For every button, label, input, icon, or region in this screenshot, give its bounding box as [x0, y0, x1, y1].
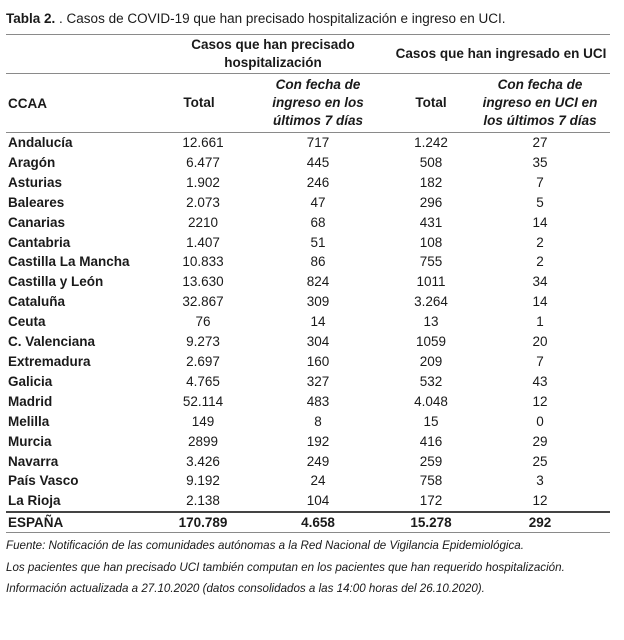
table-row	[6, 153, 610, 173]
cell-hosp-total: 149	[191, 413, 215, 429]
cell-hosp-total: 9.273	[186, 334, 220, 350]
header-uci-7d: Con fecha de ingreso en UCI en los últimos 7 días	[470, 74, 610, 133]
cell-hosp-7d: 717	[306, 135, 330, 150]
cell-uci-total: 1011	[416, 274, 446, 290]
cell-ccaa: Castilla y León	[8, 274, 104, 290]
cell-ccaa: Canarias	[8, 214, 66, 230]
cell-hosp-7d: 483	[306, 393, 330, 409]
footnote-uci-note: Los pacientes que han precisado UCI también computan en los pacientes que han requerido hospitalización.	[6, 560, 565, 574]
cell-hosp-7d: 104	[306, 493, 330, 509]
table-row	[6, 193, 610, 213]
cell-uci-total: 108	[419, 234, 443, 250]
cell-hosp-total: 76	[195, 314, 211, 330]
cell-hosp-total: 3.426	[186, 453, 220, 469]
cell-hosp-total: 13.630	[182, 274, 224, 290]
cell-hosp-total: 6.477	[186, 154, 220, 170]
total-uci-total: 15.278	[392, 512, 470, 533]
cell-uci-total: 182	[419, 174, 443, 190]
cell-hosp-7d: 824	[306, 274, 330, 290]
cell-hosp-total: 2.138	[186, 493, 220, 509]
cell-hosp-7d: 327	[306, 373, 330, 389]
cell-hosp-total: 1.902	[186, 174, 220, 190]
cell-hosp-total: 2899	[187, 433, 219, 449]
header-group-hospitalization: Casos que han precisado hospitalización	[154, 35, 392, 74]
table-row	[6, 213, 610, 233]
cell-hosp-total: 1.407	[186, 234, 220, 250]
cell-ccaa: Asturias	[8, 174, 63, 190]
cell-ccaa: Melilla	[8, 413, 50, 429]
cell-uci-7d: 27	[532, 135, 548, 150]
cell-hosp-7d: 160	[306, 353, 330, 369]
header-uci-total: Total	[392, 74, 470, 133]
cell-ccaa: Navarra	[8, 453, 59, 469]
header-group-uci: Casos que han ingresado en UCI	[392, 35, 610, 74]
cell-ccaa: Cantabria	[8, 234, 71, 250]
cell-uci-total: 13	[423, 314, 439, 330]
cell-uci-7d: 12	[532, 493, 548, 509]
table-row	[6, 133, 610, 153]
cell-uci-7d: 12	[532, 393, 548, 409]
cell-hosp-7d: 249	[306, 453, 330, 469]
cell-uci-total: 758	[419, 473, 443, 489]
table-row	[6, 332, 610, 352]
cell-hosp-total: 52.114	[182, 393, 224, 409]
cell-uci-7d: 25	[532, 453, 548, 469]
total-uci-7d: 292	[470, 512, 610, 533]
cell-hosp-total: 4.765	[186, 373, 220, 389]
cell-uci-7d: 14	[532, 294, 548, 310]
table-row	[6, 252, 610, 272]
cell-hosp-7d: 68	[310, 214, 326, 230]
total-hosp-total: 170.789	[154, 512, 244, 533]
cell-hosp-total: 12.661	[182, 135, 224, 150]
cell-uci-7d: 7	[536, 353, 544, 369]
cell-uci-7d: 5	[536, 194, 544, 210]
cell-uci-7d: 29	[532, 433, 548, 449]
cell-uci-total: 209	[419, 353, 443, 369]
table-row	[6, 372, 610, 392]
cell-uci-7d: 20	[532, 334, 548, 350]
header-spacer-ccaa	[6, 35, 154, 74]
cell-hosp-7d: 309	[306, 294, 330, 310]
table-row	[6, 272, 610, 292]
cell-hosp-7d: 14	[310, 314, 326, 330]
header-hosp-7d: Con fecha de ingreso en los últimos 7 días	[244, 74, 392, 133]
table-row	[6, 471, 610, 491]
table-row	[6, 412, 610, 432]
table-row	[6, 233, 610, 253]
cell-uci-total: 416	[419, 433, 443, 449]
cell-ccaa: Cataluña	[8, 294, 66, 310]
cell-hosp-total: 2210	[187, 214, 219, 230]
footnotes	[6, 535, 565, 600]
header-hosp-total: Total	[154, 74, 244, 133]
table-row	[6, 173, 610, 193]
cell-hosp-total: 32.867	[182, 294, 224, 310]
cell-hosp-7d: 246	[306, 174, 330, 190]
cell-uci-total: 508	[419, 154, 443, 170]
cell-uci-total: 259	[419, 453, 443, 469]
table-row	[6, 452, 610, 472]
cell-ccaa: Extremadura	[8, 353, 91, 369]
cell-hosp-7d: 86	[310, 254, 326, 270]
cell-uci-7d: 2	[536, 234, 544, 250]
cell-ccaa: Ceuta	[8, 314, 46, 330]
cell-uci-7d: 43	[532, 373, 548, 389]
cell-uci-total: 4.048	[414, 393, 448, 409]
cell-uci-7d: 7	[536, 174, 544, 190]
cell-uci-total: 296	[419, 194, 443, 210]
cell-uci-total: 15	[423, 413, 439, 429]
footnote-update: Información actualizada a 27.10.2020 (datos consolidados a las 14:00 horas del 26.10.2020).	[6, 582, 485, 595]
cell-uci-total: 1.242	[414, 135, 448, 150]
cell-hosp-7d: 445	[306, 154, 330, 170]
cell-uci-7d: 2	[536, 254, 544, 270]
cell-hosp-7d: 8	[314, 413, 322, 429]
total-ccaa: ESPAÑA	[6, 512, 154, 533]
cell-hosp-7d: 304	[306, 334, 330, 350]
cell-uci-total: 755	[419, 254, 443, 270]
cell-ccaa: País Vasco	[8, 473, 79, 489]
cell-uci-7d: 1	[536, 314, 544, 330]
table-row	[6, 312, 610, 332]
cell-hosp-total: 2.073	[186, 194, 220, 210]
table-caption-text: . Casos de COVID-19 que han precisado hospitalización e ingreso en UCI.	[59, 11, 506, 26]
cell-hosp-total: 9.192	[186, 473, 220, 489]
cell-uci-7d: 0	[536, 413, 544, 429]
cell-hosp-total: 2.697	[186, 353, 220, 369]
cell-ccaa: Baleares	[8, 194, 65, 210]
cell-uci-7d: 14	[532, 214, 548, 230]
cell-ccaa: Castilla La Mancha	[8, 254, 130, 270]
cell-hosp-7d: 192	[306, 433, 330, 449]
table-row	[6, 392, 610, 412]
cell-ccaa: Andalucía	[8, 135, 73, 150]
cell-uci-total: 532	[419, 373, 443, 389]
cell-hosp-7d: 47	[310, 194, 326, 210]
table-row	[6, 432, 610, 452]
table-body	[6, 133, 610, 513]
total-hosp-7d: 4.658	[244, 512, 392, 533]
cell-ccaa: La Rioja	[8, 493, 61, 509]
cell-hosp-7d: 24	[310, 473, 326, 489]
cell-uci-total: 431	[419, 214, 443, 230]
header-ccaa: CCAA	[6, 74, 154, 133]
footnote-source: Fuente: Notificación de las comunidades autónomas a la Red Nacional de Vigilancia Epidemiológica.	[6, 539, 524, 552]
cell-uci-total: 172	[419, 493, 443, 509]
cell-uci-total: 3.264	[414, 294, 448, 310]
cell-ccaa: Galicia	[8, 373, 53, 389]
table-caption	[6, 10, 506, 28]
table-row	[6, 292, 610, 312]
covid-hospitalization-table	[6, 34, 610, 533]
cell-uci-7d: 34	[532, 274, 548, 290]
cell-uci-7d: 35	[532, 154, 548, 170]
table-caption-label: Tabla 2.	[6, 11, 56, 26]
cell-ccaa: Madrid	[8, 393, 53, 409]
cell-ccaa: Aragón	[8, 154, 56, 170]
cell-uci-total: 1059	[415, 334, 447, 350]
table-row	[6, 491, 610, 512]
cell-hosp-total: 10.833	[182, 254, 224, 270]
cell-uci-7d: 3	[536, 473, 544, 489]
cell-ccaa: C. Valenciana	[8, 334, 96, 350]
cell-ccaa: Murcia	[8, 433, 52, 449]
cell-hosp-7d: 51	[310, 234, 326, 250]
table-row-total	[6, 512, 610, 533]
table-row	[6, 352, 610, 372]
